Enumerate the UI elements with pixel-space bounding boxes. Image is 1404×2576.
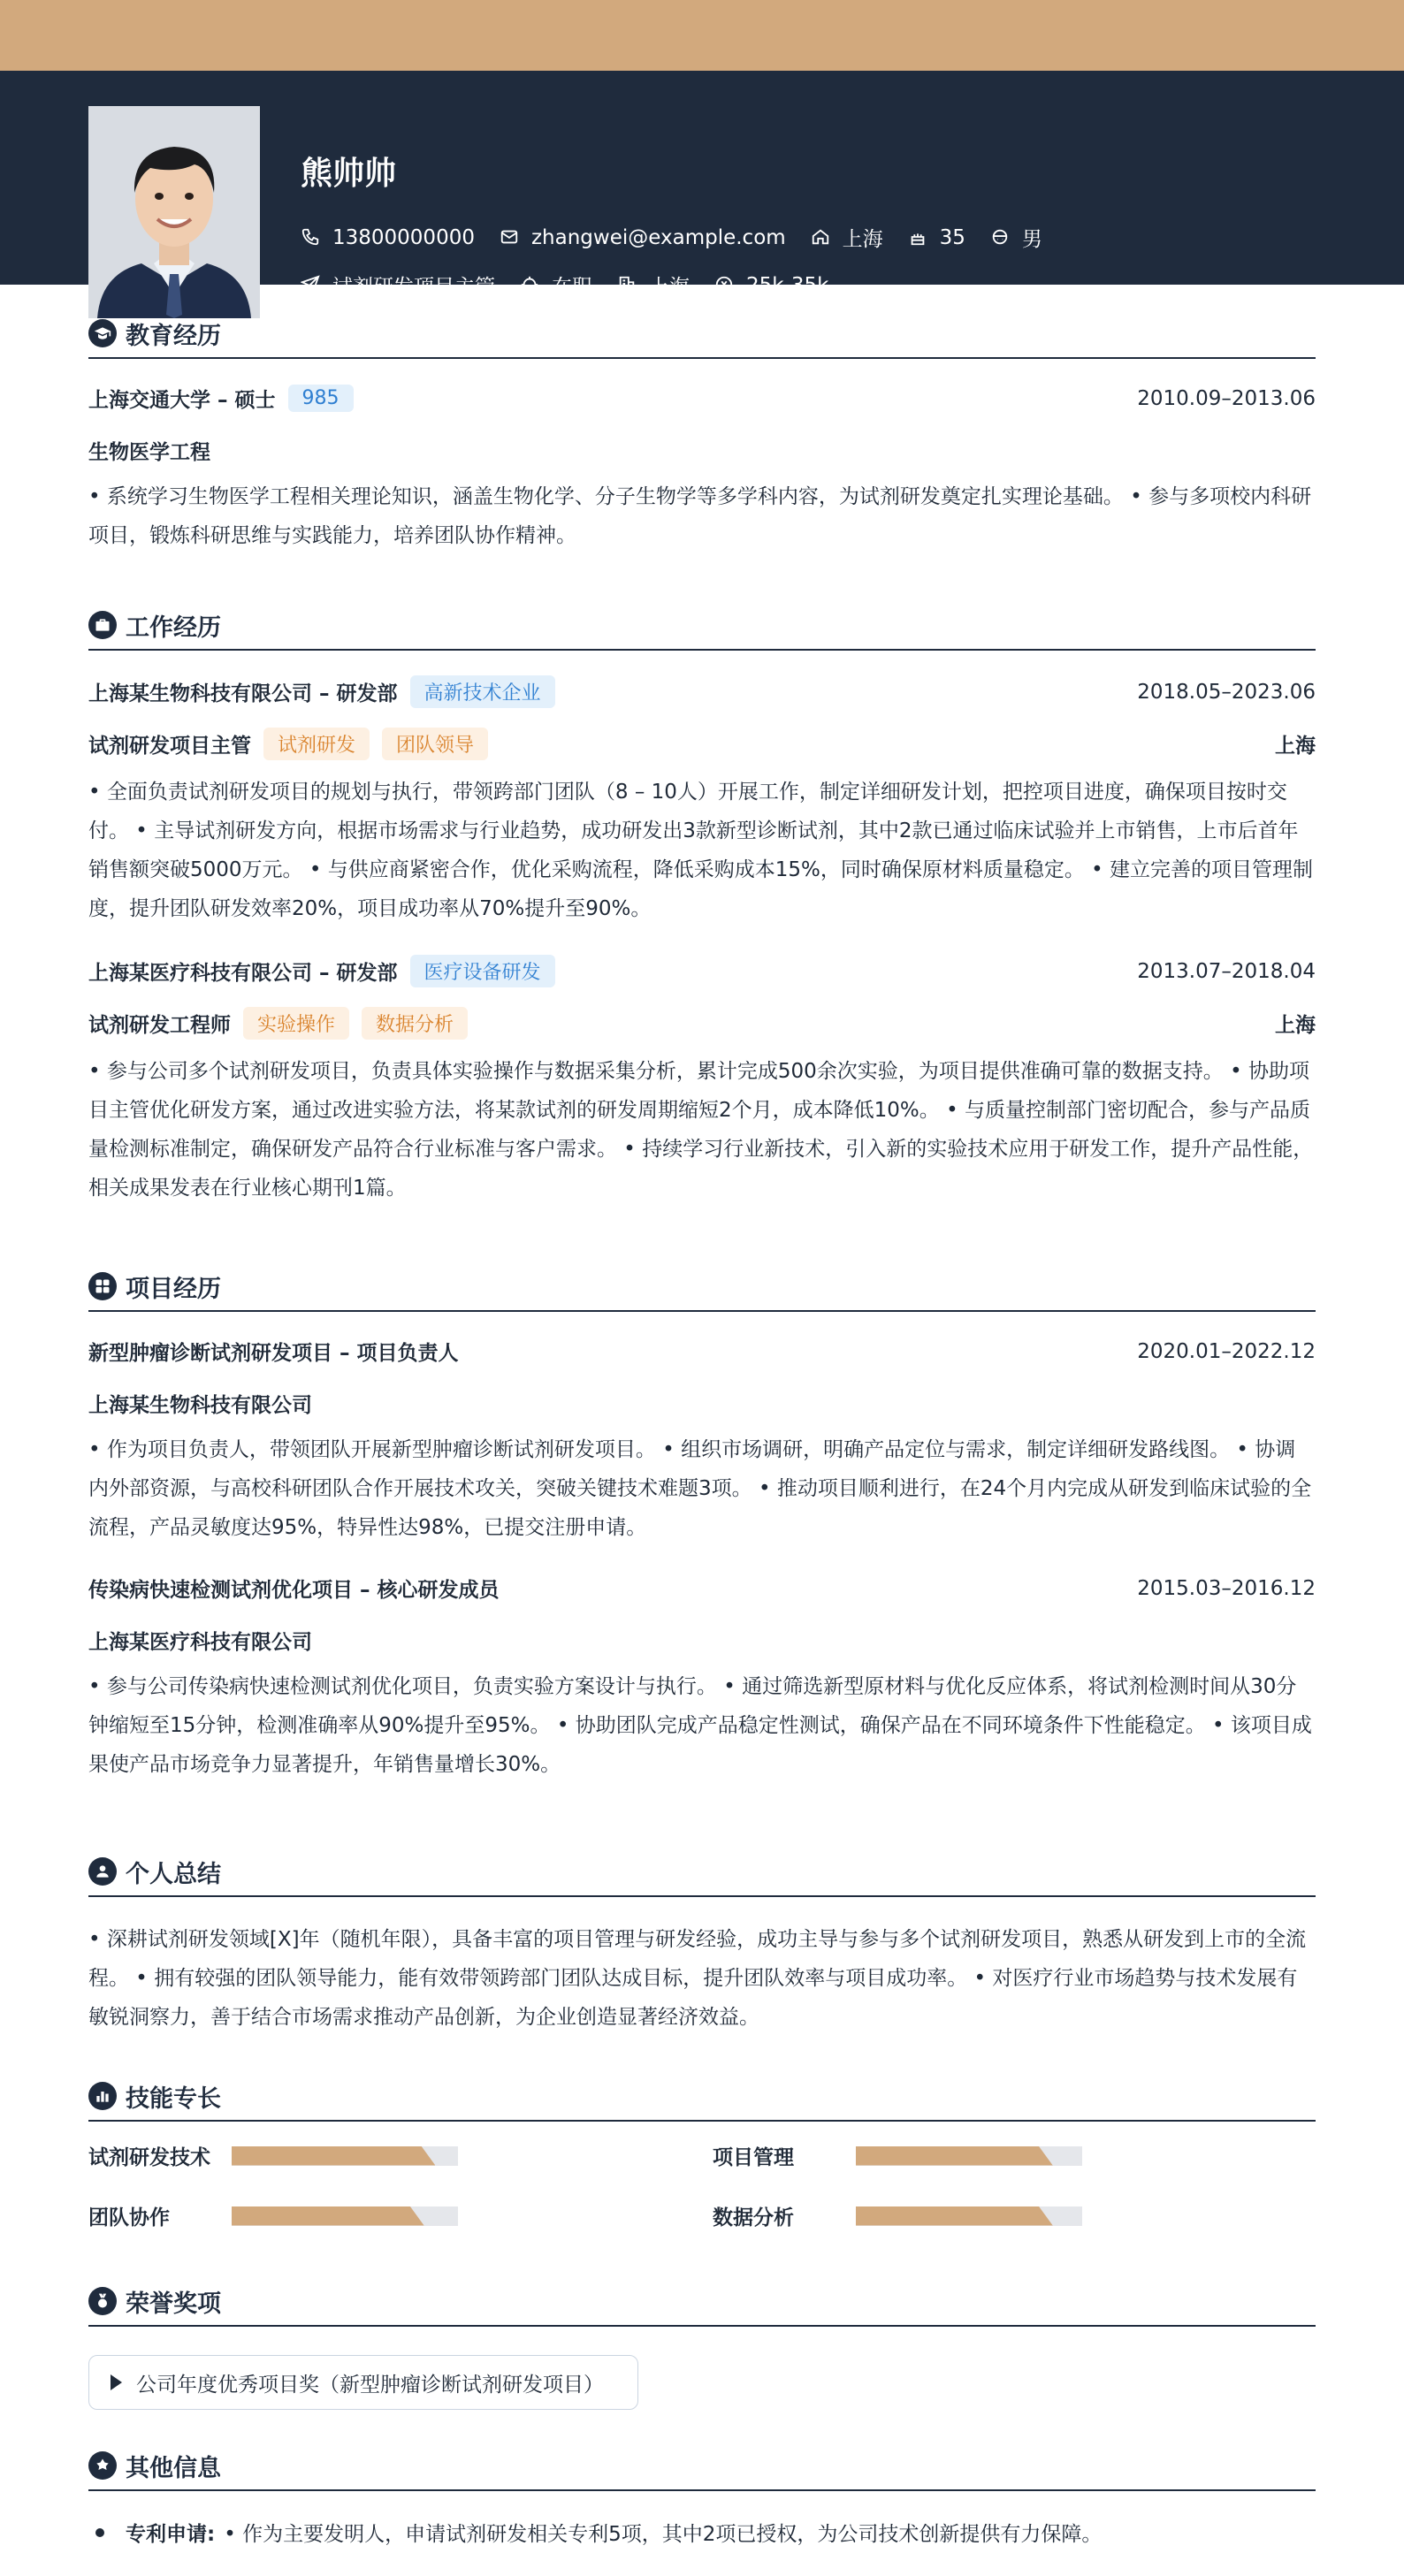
- summary-header: [88, 1855, 1316, 1897]
- education-date: 2010.09–2013.06: [1137, 386, 1316, 410]
- role-tag: 团队领导: [382, 728, 488, 760]
- graduation-cap-icon: [88, 319, 117, 347]
- skill-bar-fill: [232, 2146, 435, 2166]
- work-title: 工作经历: [126, 614, 221, 642]
- school-name: 上海交通大学 – 硕士: [88, 389, 276, 412]
- education-entry-head: [88, 384, 1316, 413]
- summary-desc: • 深耕试剂研发领域[X]年（随机年限），具备丰富的项目管理与研发经验，成功主导与参与多个试剂研发项目，熟悉从研发到上市的全流程。 • 拥有较强的团队领导能力，能有效带领跨部门团队达成目标，提升团队效率与项目成功率。 • 对医疗行业市场趋势与技术发展有敏锐洞察力，善于结合市场需求推动产品创新，为企业创造显著经济效益。: [88, 1928, 1307, 2029]
- skill-bar-fill: [856, 2206, 1053, 2226]
- skill-bar: [232, 2146, 458, 2166]
- briefcase-icon: [88, 611, 117, 639]
- skill-name: 团队协作: [88, 2206, 170, 2229]
- company-name: 上海某医疗科技有限公司 – 研发部: [88, 962, 398, 985]
- summary-section: [88, 1855, 1316, 2037]
- other-label: 专利申请:: [126, 2523, 216, 2546]
- other-header: [88, 2449, 1316, 2491]
- project-entry-2-head: [88, 1574, 1316, 1603]
- skill-name: 项目管理: [713, 2146, 794, 2169]
- work-desc: • 参与公司多个试剂研发项目，负责具体实验操作与数据采集分析，累计完成500余次实验，为项目提供准确可靠的数据支持。 • 协助项目主管优化研发方案，通过改进实验方法，将某款试剂的研发周期缩短2个月，成本降低10%。 • 与质量控制部门密切配合，参与产品质量检测标准制定，确保研发产品符合行业标准与客户需求。 • 持续学习行业新技术，引入新的实验技术应用于研发工作，提升产品性能，相关成果发表在行业核心期刊1篇。: [88, 1060, 1314, 1200]
- awards-section: [88, 2284, 1316, 2410]
- user-icon: [88, 1857, 117, 1886]
- projects-section: [88, 1269, 1316, 1784]
- work-entry-1-role: [88, 728, 1316, 760]
- gender-icon: [990, 227, 1011, 248]
- home-icon: [811, 227, 832, 248]
- award-text: 公司年度优秀项目奖（新型肿瘤诊断试剂研发项目）: [136, 2373, 604, 2397]
- project-org: 上海某医疗科技有限公司: [88, 1631, 312, 1654]
- mail-icon: [500, 227, 521, 248]
- position-text: 试剂研发项目主管: [332, 276, 495, 299]
- skill-item: [713, 2201, 1082, 2230]
- gender-item: [990, 223, 1042, 252]
- skill-item: [88, 2201, 458, 2230]
- project-name: 新型肿瘤诊断试剂研发项目 – 项目负责人: [88, 1342, 459, 1365]
- contact-row: [301, 223, 1067, 252]
- other-title: 其他信息: [126, 2454, 221, 2482]
- education-title: 教育经历: [126, 322, 221, 350]
- skill-name: 试剂研发技术: [88, 2146, 210, 2169]
- city-text: 上海: [649, 276, 690, 299]
- top-accent-band: [0, 0, 1404, 71]
- skills-title: 技能专长: [126, 2084, 221, 2113]
- role-name: 试剂研发工程师: [88, 1014, 231, 1037]
- candidate-name: 熊帅帅: [301, 156, 397, 192]
- gender-text: 男: [1021, 228, 1042, 251]
- work-section: [88, 608, 1316, 1208]
- chart-bars-icon: [88, 2082, 117, 2110]
- company-tag: 医疗设备研发: [410, 955, 555, 987]
- work-location: 上海: [1275, 735, 1316, 758]
- role-tag: 试剂研发: [263, 728, 370, 760]
- summary-title: 个人总结: [126, 1860, 221, 1888]
- skill-item: [88, 2141, 458, 2170]
- work-entry-2-role: [88, 1007, 1316, 1040]
- phone-text: 13800000000: [332, 225, 475, 249]
- major: 生物医学工程: [88, 441, 210, 464]
- skill-bar-fill: [856, 2146, 1053, 2166]
- company-name: 上海某生物科技有限公司 – 研发部: [88, 682, 398, 705]
- work-location: 上海: [1275, 1014, 1316, 1037]
- projects-header: [88, 1269, 1316, 1312]
- skills-grid: [88, 2141, 1316, 2265]
- building-icon: [617, 275, 638, 296]
- education-desc: • 系统学习生物医学工程相关理论知识，涵盖生物化学、分子生物学等多学科内容，为试剂研发奠定扎实理论基础。 • 参与多项校内科研项目，锻炼科研思维与实践能力，培养团队协作精神。: [88, 485, 1312, 547]
- skill-bar: [232, 2206, 458, 2226]
- age-item: [908, 226, 965, 249]
- job-row: [301, 271, 853, 300]
- skill-bar: [856, 2206, 1082, 2226]
- email-text: zhangwei@example.com: [530, 225, 786, 249]
- role-tag: 实验操作: [243, 1007, 349, 1040]
- project-desc: • 参与公司传染病快速检测试剂优化项目，负责实验方案设计与执行。 • 通过筛选新型原材料与优化反应体系，将试剂检测时间从30分钟缩短至15分钟，检测准确率从90%提升至95%。 • 协助团队完成产品稳定性测试，确保产品在不同环境条件下性能稳定。 • 该项目成果使产品市场竞争力显著提升，年销售量增长30%。: [88, 1675, 1312, 1776]
- phone-icon: [301, 227, 322, 248]
- projects-title: 项目经历: [126, 1275, 221, 1303]
- work-entry-2-head: [88, 955, 1316, 987]
- caret-right-icon: [111, 2374, 122, 2390]
- other-item: [88, 2518, 1316, 2547]
- skill-item: [713, 2141, 1082, 2170]
- skills-header: [88, 2079, 1316, 2122]
- project-desc: • 作为项目负责人，带领团队开展新型肿瘤诊断试剂研发项目。 • 组织市场调研，明确产品定位与需求，制定详细研发路线图。 • 协调内外部资源，与高校科研团队合作开展技术攻关，突破关键技术难题3项。 • 推动项目顺利进行，在24个月内完成从研发到临床试验的全流程，产品灵敏度达95%，特异性达98%，已提交注册申请。: [88, 1438, 1312, 1539]
- email-item: [500, 226, 786, 249]
- profile-header: [0, 71, 1404, 299]
- education-header: [88, 316, 1316, 359]
- hometown-item: [811, 223, 883, 252]
- school-tag: 985: [288, 385, 354, 412]
- other-text: • 作为主要发明人，申请试剂研发相关专利5项，其中2项已授权，为公司技术创新提供有力保障。: [224, 2523, 1103, 2546]
- work-date: 2013.07–2018.04: [1137, 959, 1316, 983]
- awards-header: [88, 2284, 1316, 2327]
- project-org: 上海某生物科技有限公司: [88, 1394, 312, 1417]
- company-tag: 高新技术企业: [410, 675, 555, 708]
- status-icon: [520, 275, 541, 296]
- other-section: [88, 2449, 1316, 2547]
- profile-photo: [88, 106, 260, 318]
- skills-section: [88, 2079, 1316, 2265]
- award-item[interactable]: [88, 2355, 638, 2410]
- project-entry-1-head: [88, 1337, 1316, 1366]
- work-entry-1-head: [88, 675, 1316, 708]
- salary-item: [714, 274, 828, 297]
- skill-bar: [856, 2146, 1082, 2166]
- skill-name: 数据分析: [713, 2206, 794, 2229]
- send-icon: [301, 275, 322, 296]
- work-header: [88, 608, 1316, 651]
- work-desc: • 全面负责试剂研发项目的规划与执行，带领跨部门团队（8 – 10人）开展工作，制定详细研发计划，把控项目进度，确保项目按时交付。 • 主导试剂研发方向，根据市场需求与行业趋势，成功研发出3款新型诊断试剂，其中2款已通过临床试验并上市销售，上市后首年销售额突破5000万元。 • 与供应商紧密合作，优化采购流程，降低采购成本15%，同时确保原材料质量稳定。 • 建立完善的项目管理制度，提升团队研发效率20%，项目成功率从70%提升至90%。: [88, 781, 1314, 920]
- project-name: 传染病快速检测试剂优化项目 – 核心研发成员: [88, 1579, 500, 1602]
- cake-icon: [908, 227, 929, 248]
- skill-bar-fill: [232, 2206, 424, 2226]
- medal-icon: [88, 2287, 117, 2315]
- project-date: 2015.03–2016.12: [1137, 1576, 1316, 1600]
- status-text: 在职: [552, 276, 592, 299]
- bullet-dot: [95, 2528, 104, 2537]
- hometown-text: 上海: [842, 228, 883, 251]
- education-section: [88, 316, 1316, 555]
- phone-item: [301, 226, 475, 249]
- role-tag: 数据分析: [362, 1007, 468, 1040]
- project-date: 2020.01–2022.12: [1137, 1339, 1316, 1363]
- city-item: [617, 271, 690, 300]
- age-text: 35: [939, 225, 965, 249]
- grid-icon: [88, 1272, 117, 1300]
- info-icon: [88, 2451, 117, 2480]
- salary-text: 25k-35k: [746, 273, 829, 297]
- work-date: 2018.05–2023.06: [1137, 680, 1316, 704]
- role-name: 试剂研发项目主管: [88, 735, 251, 758]
- position-item: [301, 271, 495, 300]
- money-icon: [714, 275, 736, 296]
- status-item: [520, 271, 592, 300]
- awards-title: 荣誉奖项: [126, 2290, 221, 2318]
